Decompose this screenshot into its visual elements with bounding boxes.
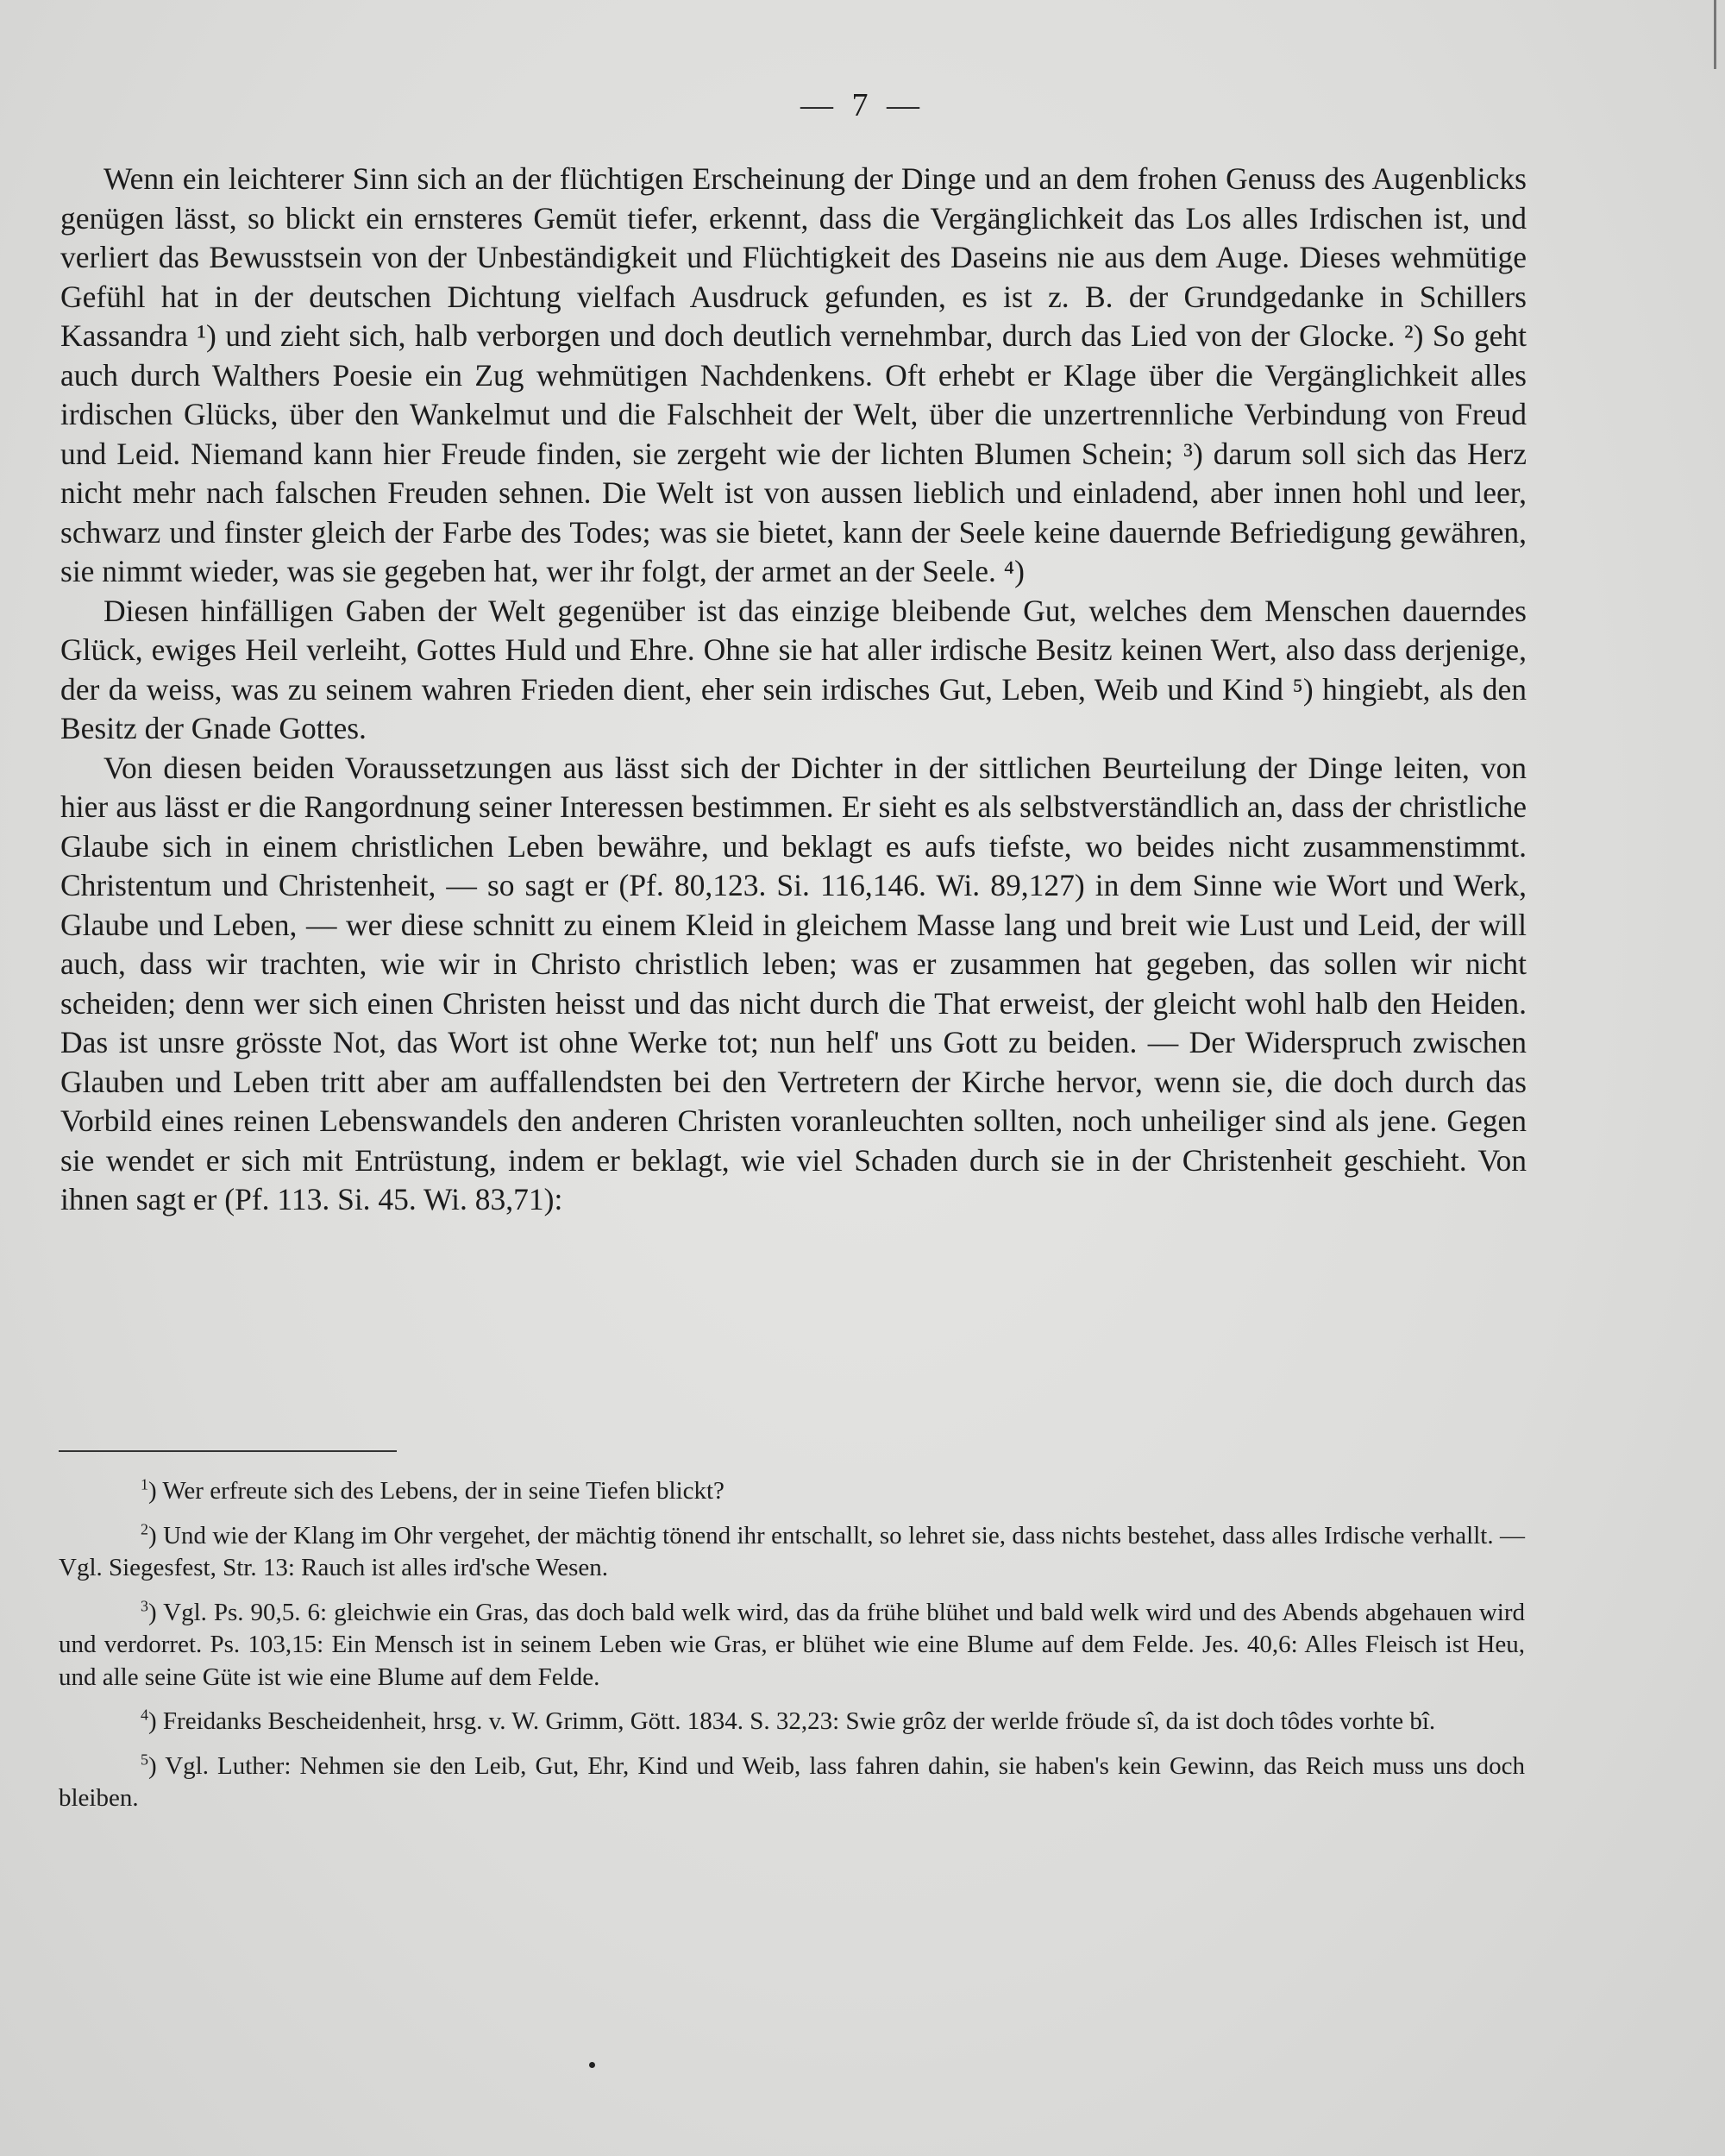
footnote-separator: [59, 1450, 397, 1452]
footnote-4: [59, 1706, 1525, 1738]
paragraph-2: Diesen hinfälligen Gaben der Welt gegenüber ist das einzige bleibende Gut, welches dem Menschen dauerndes Glück, ewiges Heil verleiht, Gottes Huld und Ehre. Ohne sie hat aller irdische Besitz keinen Wert, also dass derjenige, der da weiss, was zu seinem wahren Frieden dient, eher sein irdisches Gut, Leben, Weib und Kind ⁵) hingiebt, als den Besitz der Gnade Gottes.: [60, 593, 1527, 745]
footnote-paren: ): [147, 1598, 164, 1626]
page-edge-mark: [1714, 0, 1716, 69]
footnote-text: Und wie der Klang im Ohr vergehet, der mächtig tönend ihr entschallt, so lehret sie, dass nichts bestehet, dass alles Irdische verhallt. — Vgl. Siegesfest, Str. 13: Rauch ist alles ird'sche Wesen.: [59, 1521, 1525, 1581]
footnote-1: [59, 1475, 1525, 1508]
footnote-5: [59, 1751, 1525, 1815]
footnote-paren: ): [147, 1751, 166, 1780]
footnote-text: Freidanks Bescheidenheit, hrsg. v. W. Grimm, Gött. 1834. S. 32,23: Swie grôz der werlde fröude sî, da ist doch tôdes vorhte bî.: [162, 1707, 1436, 1735]
footnote-paren: ): [147, 1477, 163, 1505]
footnote-text: Vgl. Ps. 90,5. 6: gleichwie ein Gras, das doch bald welk wird, das da frühe blühet und bald welk wird und des Abends abgehauen wird und verdorret. Ps. 103,15: Ein Mensch ist in seinem Leben wie Gras, er blühet wie eine Blume auf dem Felde. Jes. 40,6: Alles Fleisch ist Heu, und alle seine Güte ist wie eine Blume auf dem Felde.: [59, 1598, 1525, 1691]
main-text: [60, 160, 1527, 1220]
footnote-mark: 3: [141, 1596, 148, 1614]
ink-speck: [589, 2062, 595, 2068]
footnote-mark: 4: [141, 1706, 148, 1724]
footnote-mark: 5: [141, 1750, 148, 1768]
footnotes: [59, 1475, 1525, 1827]
footnote-2: [59, 1520, 1525, 1585]
footnote-paren: ): [147, 1707, 163, 1735]
footnote-3: [59, 1597, 1525, 1694]
footnote-paren: ): [147, 1521, 164, 1549]
footnote-mark: 2: [141, 1519, 148, 1537]
footnote-mark: 1: [141, 1475, 148, 1493]
footnote-text: Vgl. Luther: Nehmen sie den Leib, Gut, Ehr, Kind und Weib, lass fahren dahin, sie haben's kein Gewinn, das Reich muss uns doch bleiben.: [59, 1751, 1525, 1812]
page-number: — 7 —: [800, 87, 925, 123]
paragraph-3: Von diesen beiden Voraussetzungen aus lässt sich der Dichter in der sittlichen Beurteilung der Dinge leiten, von hier aus lässt er die Rangordnung seiner Interessen bestimmen. Er sieht es als selbstverständlich an, dass der christliche Glaube sich in einem christlichen Leben bewähre, und beklagt es aufs tiefste, wo beides nicht zusammenstimmt. Christentum und Christenheit, — so sagt er (Pf. 80,123. Si. 116,146. Wi. 89,127) in dem Sinne wie Wort und Werk, Glaube und Leben, — wer diese schnitt zu einem Kleid in gleichem Masse lang und breit wie Lust und Leid, der will auch, dass wir trachten, wie wir in Christo christlich leben; was er zusammen hat gegeben, das sollen wir nicht scheiden; denn wer sich einen Christen heisst und das nicht durch die That erweist, der gleicht wohl halb den Heiden. Das ist unsre grösste Not, das Wort ist ohne Werke tot; nun helf' uns Gott zu beiden. — Der Widerspruch zwischen Glauben und Leben tritt aber am auffallendsten bei den Vertretern der Kirche hervor, wenn sie, die doch durch das Vorbild eines reinen Lebenswandels den anderen Christen voranleuchten sollten, noch unheiliger sind als jene. Gegen sie wendet er sich mit Entrüstung, indem er beklagt, wie viel Schaden durch sie in der Christenheit geschieht. Von ihnen sagt er (Pf. 113. Si. 45. Wi. 83,71):: [60, 750, 1527, 1216]
footnote-text: Wer erfreute sich des Lebens, der in seine Tiefen blickt?: [162, 1477, 724, 1505]
paragraph-1: Wenn ein leichterer Sinn sich an der flüchtigen Erscheinung der Dinge und an dem frohen Genuss des Augenblicks genügen lässt, so blickt ein ernsteres Gemüt tiefer, erkennt, dass die Vergänglichkeit das Los alles Irdischen ist, und verliert das Bewusstsein von der Unbeständigkeit und Flüchtigkeit des Daseins nie aus dem Auge. Dieses wehmütige Gefühl hat in der deutschen Dichtung vielfach Ausdruck gefunden, es ist z. B. der Grundgedanke in Schillers Kassandra ¹) und zieht sich, halb verborgen und doch deutlich vernehmbar, durch das Lied von der Glocke. ²) So geht auch durch Walthers Poesie ein Zug wehmütigen Nachdenkens. Oft erhebt er Klage über die Vergänglichkeit alles irdischen Glücks, über den Wankelmut und die Falschheit der Welt, über die unzertrennliche Verbindung von Freud und Leid. Niemand kann hier Freude finden, sie zergeht wie der lichten Blumen Schein; ³) darum soll sich das Herz nicht mehr nach falschen Freuden sehnen. Die Welt ist von aussen lieblich und einladend, aber innen hohl und leer, schwarz und finster gleich der Farbe des Todes; was sie bietet, kann der Seele keine dauernde Befriedigung gewähren, sie nimmt wieder, was sie gegeben hat, wer ihr folgt, der armet an der Seele. ⁴): [60, 161, 1527, 588]
